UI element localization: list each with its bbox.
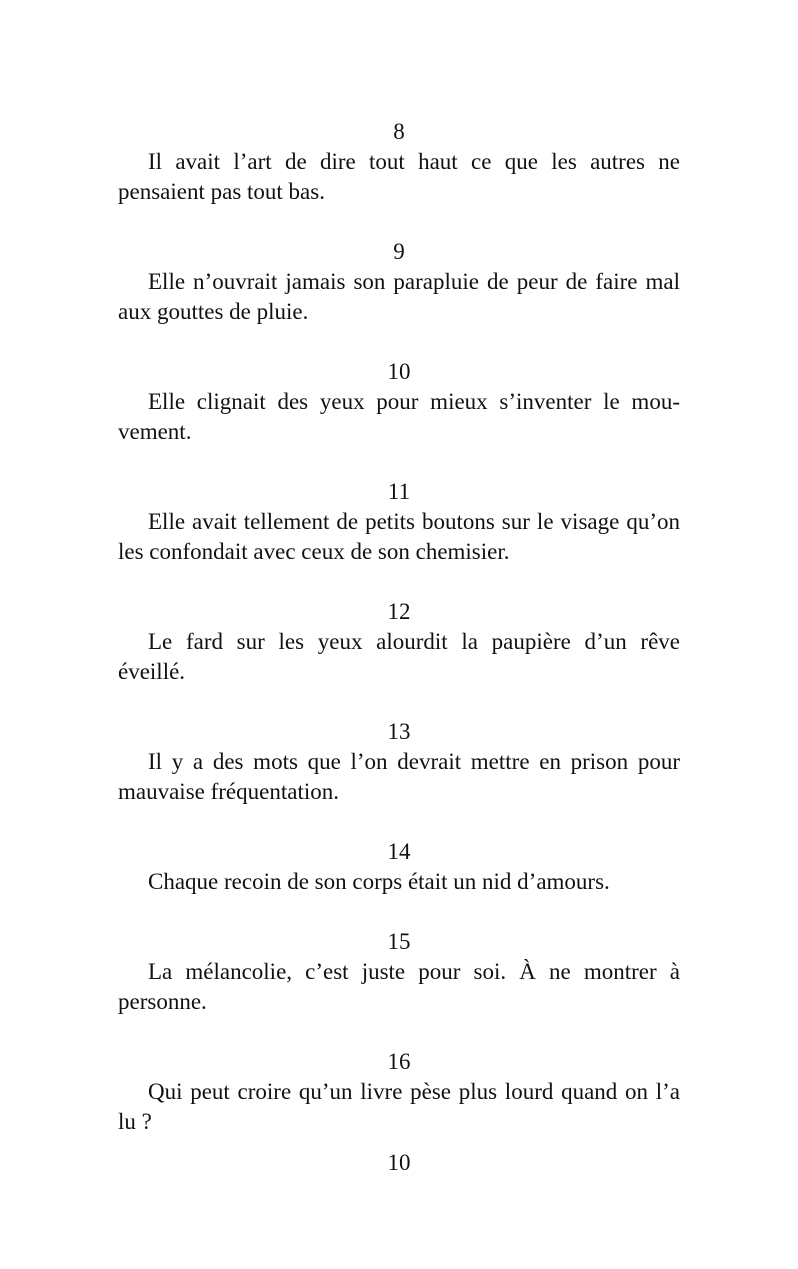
page-number: 10: [387, 1150, 411, 1175]
aphorism-entry: [118, 1047, 680, 1137]
entry-number: 13: [387, 719, 411, 744]
aphorism-entry: [118, 477, 680, 567]
entry-number: 14: [387, 839, 411, 864]
entry-number: 8: [393, 119, 405, 144]
text-column: [118, 117, 680, 1167]
entry-text: Elle n’ouvrait jamais son parapluie de peur de faire mal aux gouttes de pluie.: [118, 269, 680, 324]
entry-number: 16: [387, 1049, 411, 1074]
entry-text: Le fard sur les yeux alourdit la paupière d’un rêve éveillé.: [118, 629, 680, 684]
aphorism-entry: [118, 597, 680, 687]
aphorism-entry: [118, 837, 680, 897]
entry-text: Elle avait tellement de petits boutons sur le visage qu’on les confondait avec ceux de son chemisier.: [118, 509, 680, 564]
entry-number: 12: [387, 599, 411, 624]
entry-number: 9: [393, 239, 405, 264]
entry-text: La mélancolie, c’est juste pour soi. À ne montrer à personne.: [118, 959, 680, 1014]
entry-text: Il avait l’art de dire tout haut ce que les autres ne pensaient pas tout bas.: [118, 149, 680, 204]
aphorism-entry: [118, 117, 680, 207]
aphorism-entry: [118, 237, 680, 327]
entry-number: 15: [387, 929, 411, 954]
aphorism-entry: [118, 357, 680, 447]
entry-number: 11: [387, 479, 411, 504]
entry-text: Chaque recoin de son corps était un nid d’amours.: [148, 869, 610, 894]
entry-text: Il y a des mots que l’on devrait mettre en prison pour mauvaise fréquentation.: [118, 749, 680, 804]
entry-text: Qui peut croire qu’un livre pèse plus lourd quand on l’a lu ?: [118, 1079, 680, 1134]
aphorism-entry: [118, 927, 680, 1017]
entry-text: Elle clignait des yeux pour mieux s’inventer le mouvement.: [118, 389, 680, 444]
aphorism-entry: [118, 717, 680, 807]
entry-number: 10: [387, 359, 411, 384]
